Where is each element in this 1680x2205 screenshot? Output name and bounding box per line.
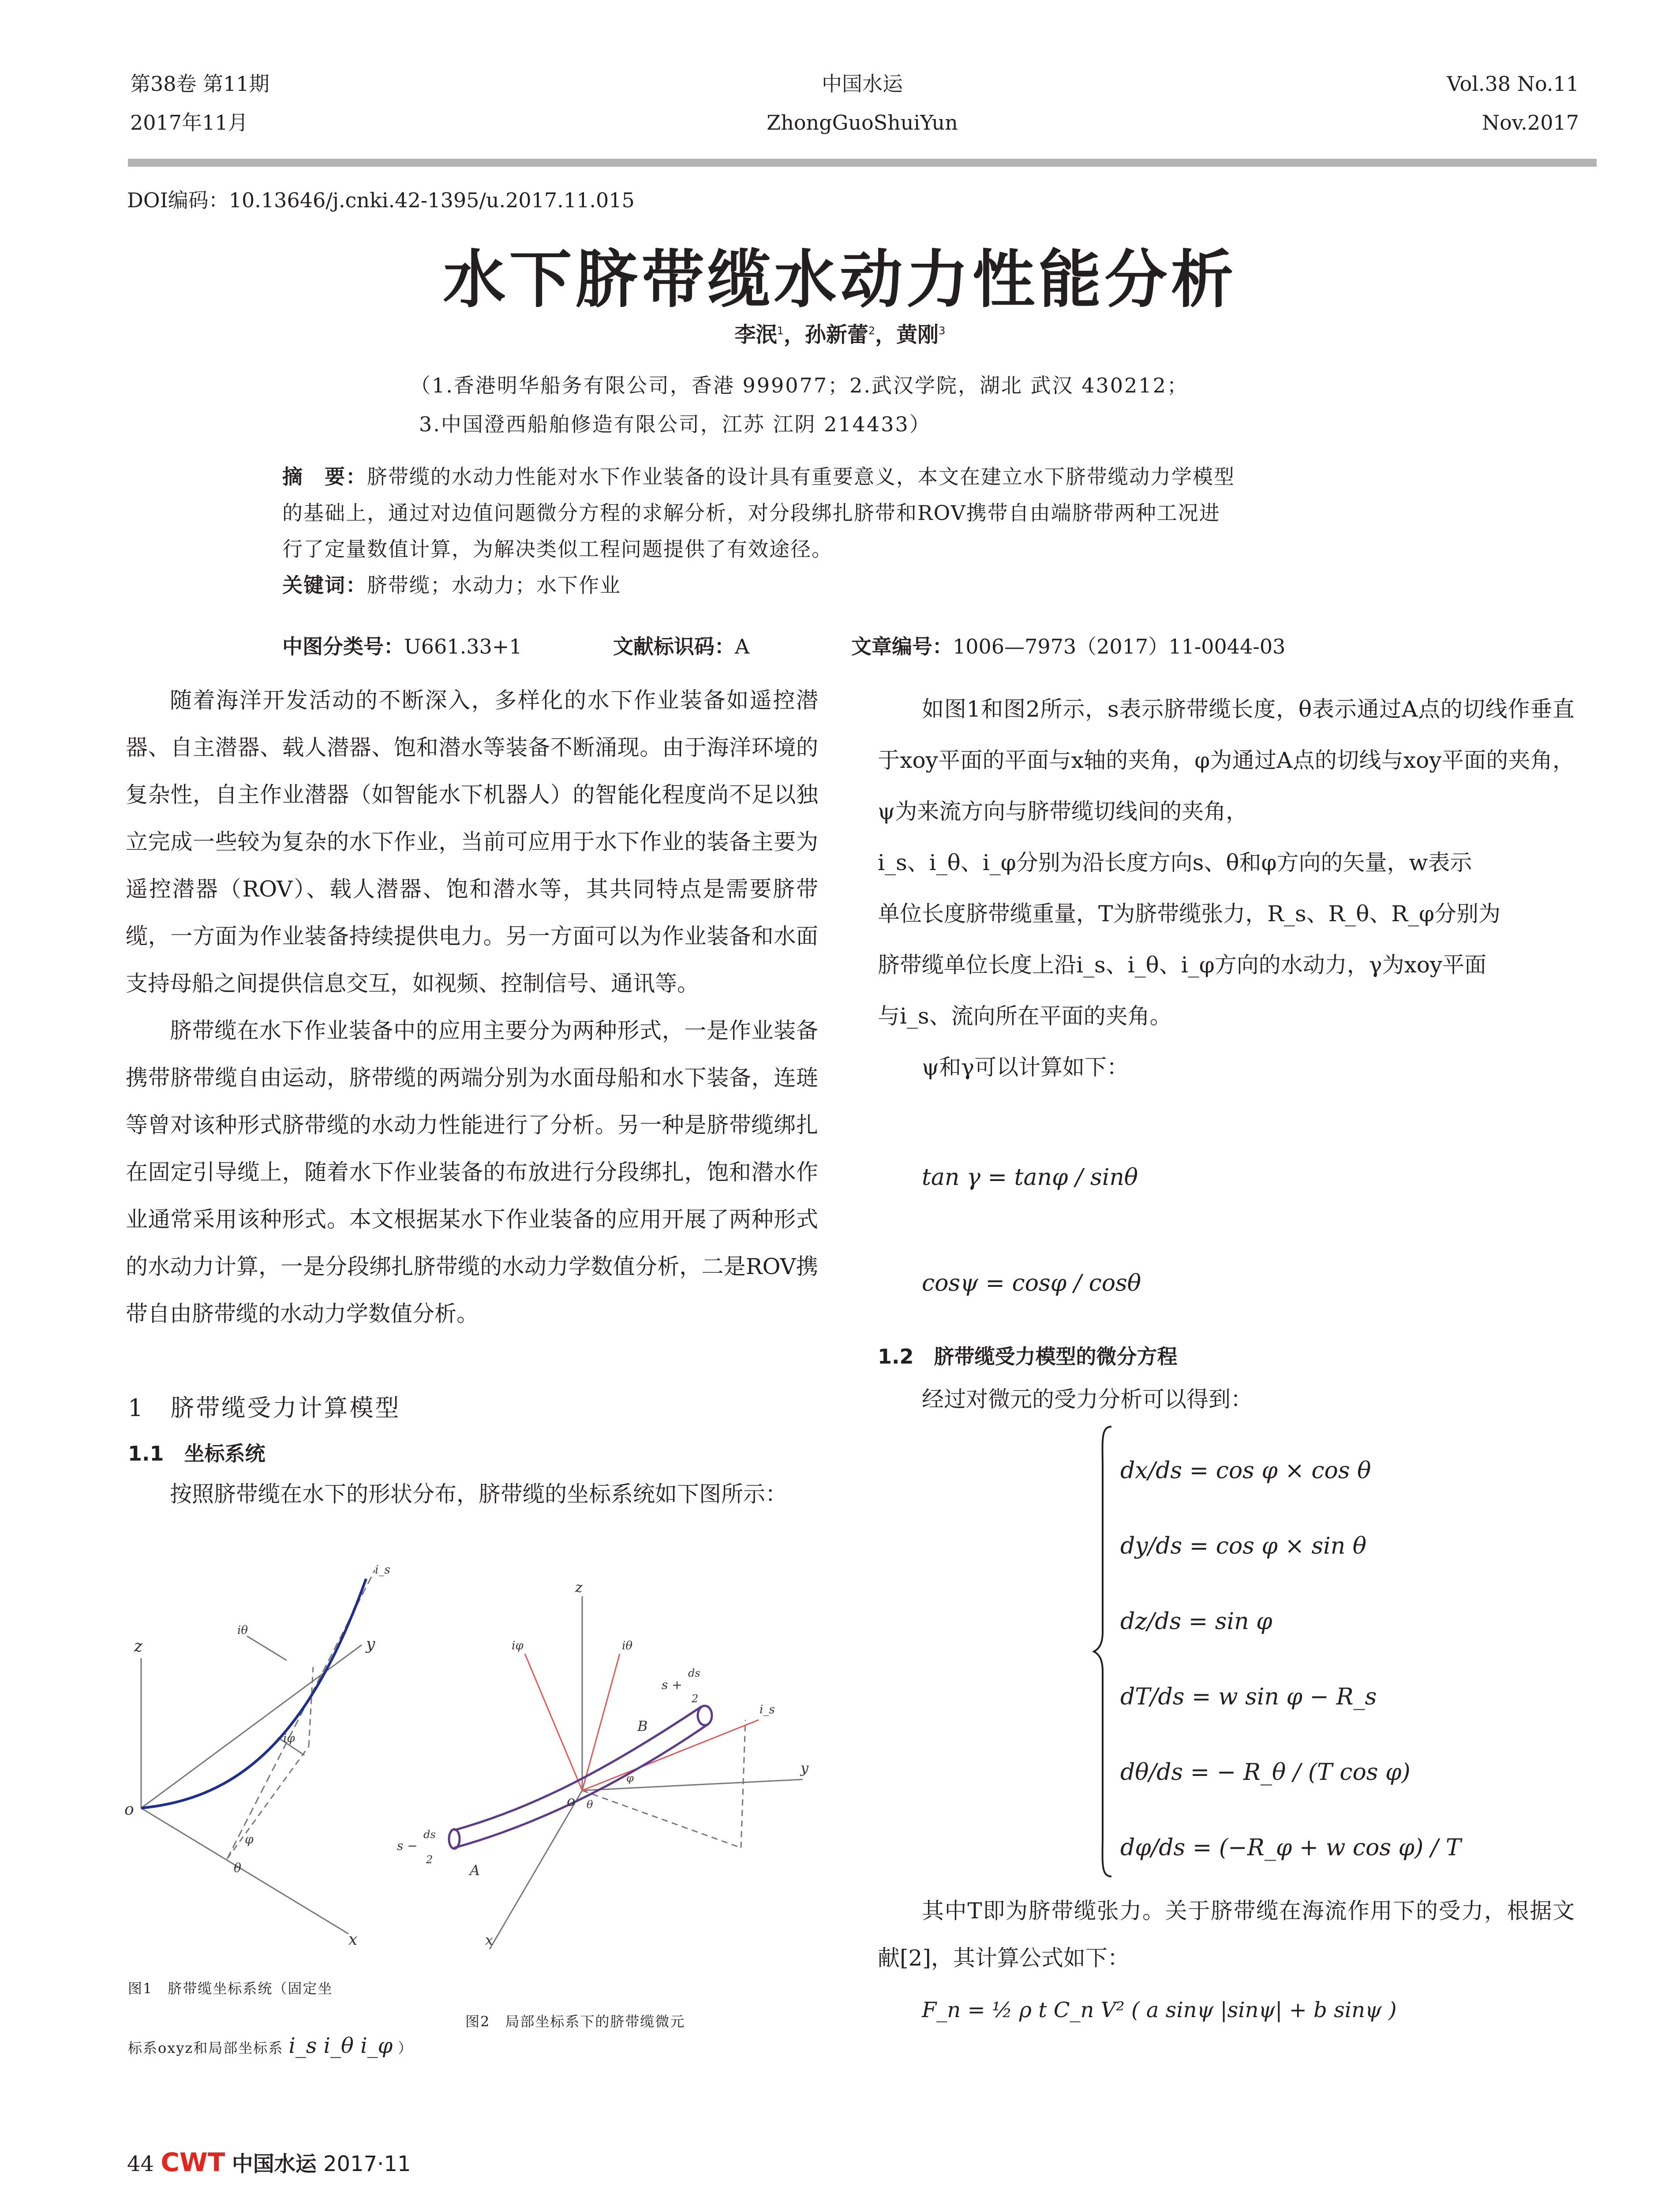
footer-journal: 中国水运 [232,2152,317,2176]
fig2-label-theta: θ [587,1798,593,1811]
fig2-label-ds-b: ds [688,1667,700,1679]
fig2-label-z: z [575,1579,583,1596]
fig2-label-two-a: 2 [426,1854,433,1866]
equation-fn: F_n = ½ ρ t C_n V² ( a sinψ |sinψ| + b sinψ ) [922,1998,1397,2022]
fig2-label-o: o [567,1793,576,1809]
fig1-label-iphi: iφ [283,1732,295,1745]
author-sep-1: ， [783,322,805,347]
header-date: 2017年11月 [130,111,248,135]
equation-dphi-ds: dφ/ds = (−R_φ + w cos φ) / T [1120,1835,1461,1861]
right-line-5: 单位长度脐带缆重量，T为脐带缆张力，R_s、R_θ、R_φ分别为 [878,901,1501,927]
fig2-is-vector [582,1720,759,1790]
fig1-umbilical-curve [141,1579,366,1808]
fig1-label-o: o [124,1801,134,1819]
right-paragraph-1: 如图1和图2所示，s表示脐带缆长度，θ表示通过A点的切线作垂直于xoy平面的平面与x轴的夹角，φ为通过A点的切线与xoy平面的夹角，ψ为来流方向与脐带缆切线间的夹角， [878,696,1575,824]
left-paragraph-1: 随着海洋开发活动的不断深入，多样化的水下作业装备如遥控潜器、自主潜器、载人潜器、饱和潜水等装备不断涌现。由于海洋环境的复杂性，自主作业潜器（如智能水下机器人）的智能化程度尚不足以独立完成一些较为复杂的水下作业，当前可应用于水下作业的装备主要为遥控潜器（ROV）、载人潜器、饱和潜水等，其共同特点是需要脐带缆，一方面为作业装备持续提供电力。另一方面可以为作业装备和水面支持母船之间提供信息交互，如视频、控制信号、通讯等。 [126,688,818,996]
fig2-label-ds-a: ds [423,1828,436,1841]
fig2-label-s-plus: s + [662,1678,682,1692]
equation-dz-ds: dz/ds = sin φ [1120,1608,1272,1635]
right-line-6: 脐带缆单位长度上沿i_s、i_θ、i_φ方向的水动力，γ为xoy平面 [878,952,1487,978]
affiliation-line-2: 3.中国澄西船舶修造有限公司，江苏 江阴 214433） [419,412,931,436]
section-1-2-heading: 1.2 脐带缆受力模型的微分方程 [878,1345,1178,1368]
fig1-label-z: z [134,1637,142,1656]
author-3-sup: 3 [939,325,946,337]
left-paragraph-3-wrap [126,1471,818,1518]
author-sep-2: ， [875,322,897,347]
fig2-projection-dash [582,1790,741,1848]
art-label: 文章编号： [851,635,953,658]
author-1-sup: 1 [777,325,784,337]
authors [0,318,1680,348]
right-paragraph-4-wrap [878,1887,1575,1982]
article-number [851,631,1285,660]
fig2-vertical-dash [741,1720,745,1848]
equation-system-brace [1092,1424,1114,1879]
footer-date: 2017·11 [323,2152,411,2176]
fig1-vertical-dash [309,1667,313,1746]
equation-system [1120,1433,1461,1886]
left-column [126,677,818,1338]
header-journal-cn: 中国水运 [822,72,903,96]
fig1-theta-projection [227,1746,309,1859]
fig1-label-phi: φ [245,1832,254,1846]
abstract-line-2: 的基础上，通过对边值问题微分方程的求解分析，对分段绑扎脐带和ROV携带自由端脐带两种工况进 [282,501,1220,525]
fig2-label-y: y [801,1760,809,1776]
keywords-label: 关键词： [282,573,367,597]
abstract-line-3: 行了定量数值计算，为解决类似工程问题提供了有效途径。 [282,537,833,561]
fig1-label-is: i_s [375,1563,390,1577]
fig2-label-a: A [470,1862,480,1879]
right-paragraph-4: 其中T即为脐带缆张力。关于脐带缆在海流作用下的受力，根据文献[2]，其计算公式如下： [878,1898,1575,1971]
affiliation-line-1: （1.香港明华船务有限公司，香港 999077；2.武汉学院，湖北 武汉 430212； [410,374,1189,397]
fig2-label-b: B [637,1718,648,1734]
author-2-sup: 2 [868,325,876,337]
header-rule [128,159,1597,167]
figure-2-diagram [379,1561,820,1949]
right-line-4: i_s、i_θ、i_φ分别为沿长度方向s、θ和φ方向的矢量，w表示 [878,850,1472,875]
right-paragraph-3: 经过对微元的受力分析可以得到： [922,1387,1253,1412]
footer-brand: CWT [161,2147,225,2177]
fig2-label-itheta: iθ [622,1639,632,1652]
fig2-label-two-b: 2 [692,1693,699,1705]
fig2-label-phi: φ [626,1772,634,1784]
abstract-line-1: 脐带缆的水动力性能对水下作业装备的设计具有重要意义，本文在建立水下脐带缆动力学模型 [367,465,1235,489]
art-value: 1006—7973（2017）11-0044-03 [953,635,1286,658]
footer-page: 44 [127,2152,154,2176]
fig2-label-iphi: iφ [512,1639,524,1652]
fig2-element-end-a [449,1829,460,1849]
figure-1-caption-line-2 [128,2029,413,2065]
fig1-label-y: y [366,1635,375,1653]
author-1: 李泯 [734,322,777,347]
classification [282,631,522,660]
fig2-element-upper [454,1707,701,1830]
equation-dy-ds: dy/ds = cos φ × sin θ [1120,1533,1367,1559]
abstract [282,459,1420,603]
figure-1-caption-line-1: 图1 脐带缆坐标系统（固定坐 [128,1980,333,1997]
equation-dx-ds: dx/ds = cos φ × cos θ [1120,1458,1371,1484]
right-paragraph-3-wrap [878,1376,1575,1423]
fig2-element-end-b [698,1706,712,1725]
doi: DOI编码：10.13646/j.cnki.42-1395/u.2017.11.015 [127,188,635,212]
left-paragraph-2: 脐带缆在水下作业装备中的应用主要分为两种形式，一是作业装备携带脐带缆自由运动，脐带缆的两端分别为水面母船和水下装备，连琏等曾对该种形式脐带缆的水动力性能进行了分析。另一种是脐带缆绑扎在固定引导缆上，随着水下作业装备的布放进行分段绑扎，饱和潜水作业通常采用该种形式。本文根据某水下作业装备的应用开展了两种形式的水动力计算，一是分段绑扎脐带缆的水动力学数值分析，二是ROV携带自由脐带缆的水动力学数值分析。 [126,1018,818,1327]
section-1-1-heading: 1.1 坐标系统 [128,1442,266,1465]
fig2-iphi-vector [525,1654,582,1790]
header-volume: 第38卷 第11期 [130,72,269,96]
fig1-y-axis [141,1645,362,1808]
author-3: 黄刚 [896,322,939,347]
left-paragraph-3: 按照脐带缆在水下的形状分布，脐带缆的坐标系统如下图所示： [170,1481,787,1507]
fig1-label-theta: θ [234,1861,241,1875]
author-2: 孙新蕾 [804,322,868,347]
fig2-itheta-vector [582,1654,620,1790]
header-date-en: Nov.2017 [1482,111,1579,135]
figure-1-caption-end: ） [398,2040,413,2056]
clc-label: 中图分类号： [282,635,404,658]
equation-tan-gamma: tan γ = tanφ / sinθ [922,1164,1138,1191]
figure-1-caption-symbols: i_s i_θ i_φ [288,2033,393,2058]
right-line-7: 与i_s、流向所在平面的夹角。 [878,1003,1172,1029]
paper-title: 水下脐带缆水动力性能分析 [443,243,1237,316]
header-journal-en: ZhongGuoShuiYun [767,111,958,135]
doc-label: 文献标识码： [613,635,735,658]
fig1-itheta-vector [247,1636,287,1660]
header-vol-en: Vol.38 No.11 [1447,72,1579,96]
brace-path [1094,1427,1111,1876]
section-1-heading: 1 脐带缆受力计算模型 [128,1394,401,1422]
fig2-label-s-minus: s − [397,1839,418,1853]
doc-value: A [735,635,750,658]
right-paragraph-2: ψ和γ可以计算如下： [922,1054,1129,1080]
figure-2-caption: 图2 局部坐标系下的脐带缆微元 [465,2013,685,2030]
equation-dtheta-ds: dθ/ds = − R_θ / (T cos φ) [1120,1759,1411,1786]
figure-1-caption-text: 标系oxyz和局部坐标系 [128,2040,284,2056]
abstract-label: 摘 要： [282,465,367,489]
fig2-label-is: i_s [760,1703,775,1716]
equation-dt-ds: dT/ds = w sin φ − R_s [1120,1684,1377,1710]
fig2-label-x: x [485,1932,494,1948]
equation-cos-psi: cosψ = cosφ / cosθ [922,1270,1141,1297]
footer [127,2147,411,2177]
keywords-text: 脐带缆；水动力；水下作业 [367,573,621,597]
clc-value: U661.33+1 [404,635,522,658]
fig1-x-axis [141,1808,348,1934]
fig1-label-x: x [348,1931,358,1949]
fig1-label-itheta: iθ [237,1624,248,1637]
doc-code [613,631,749,660]
right-column [878,684,1575,1093]
